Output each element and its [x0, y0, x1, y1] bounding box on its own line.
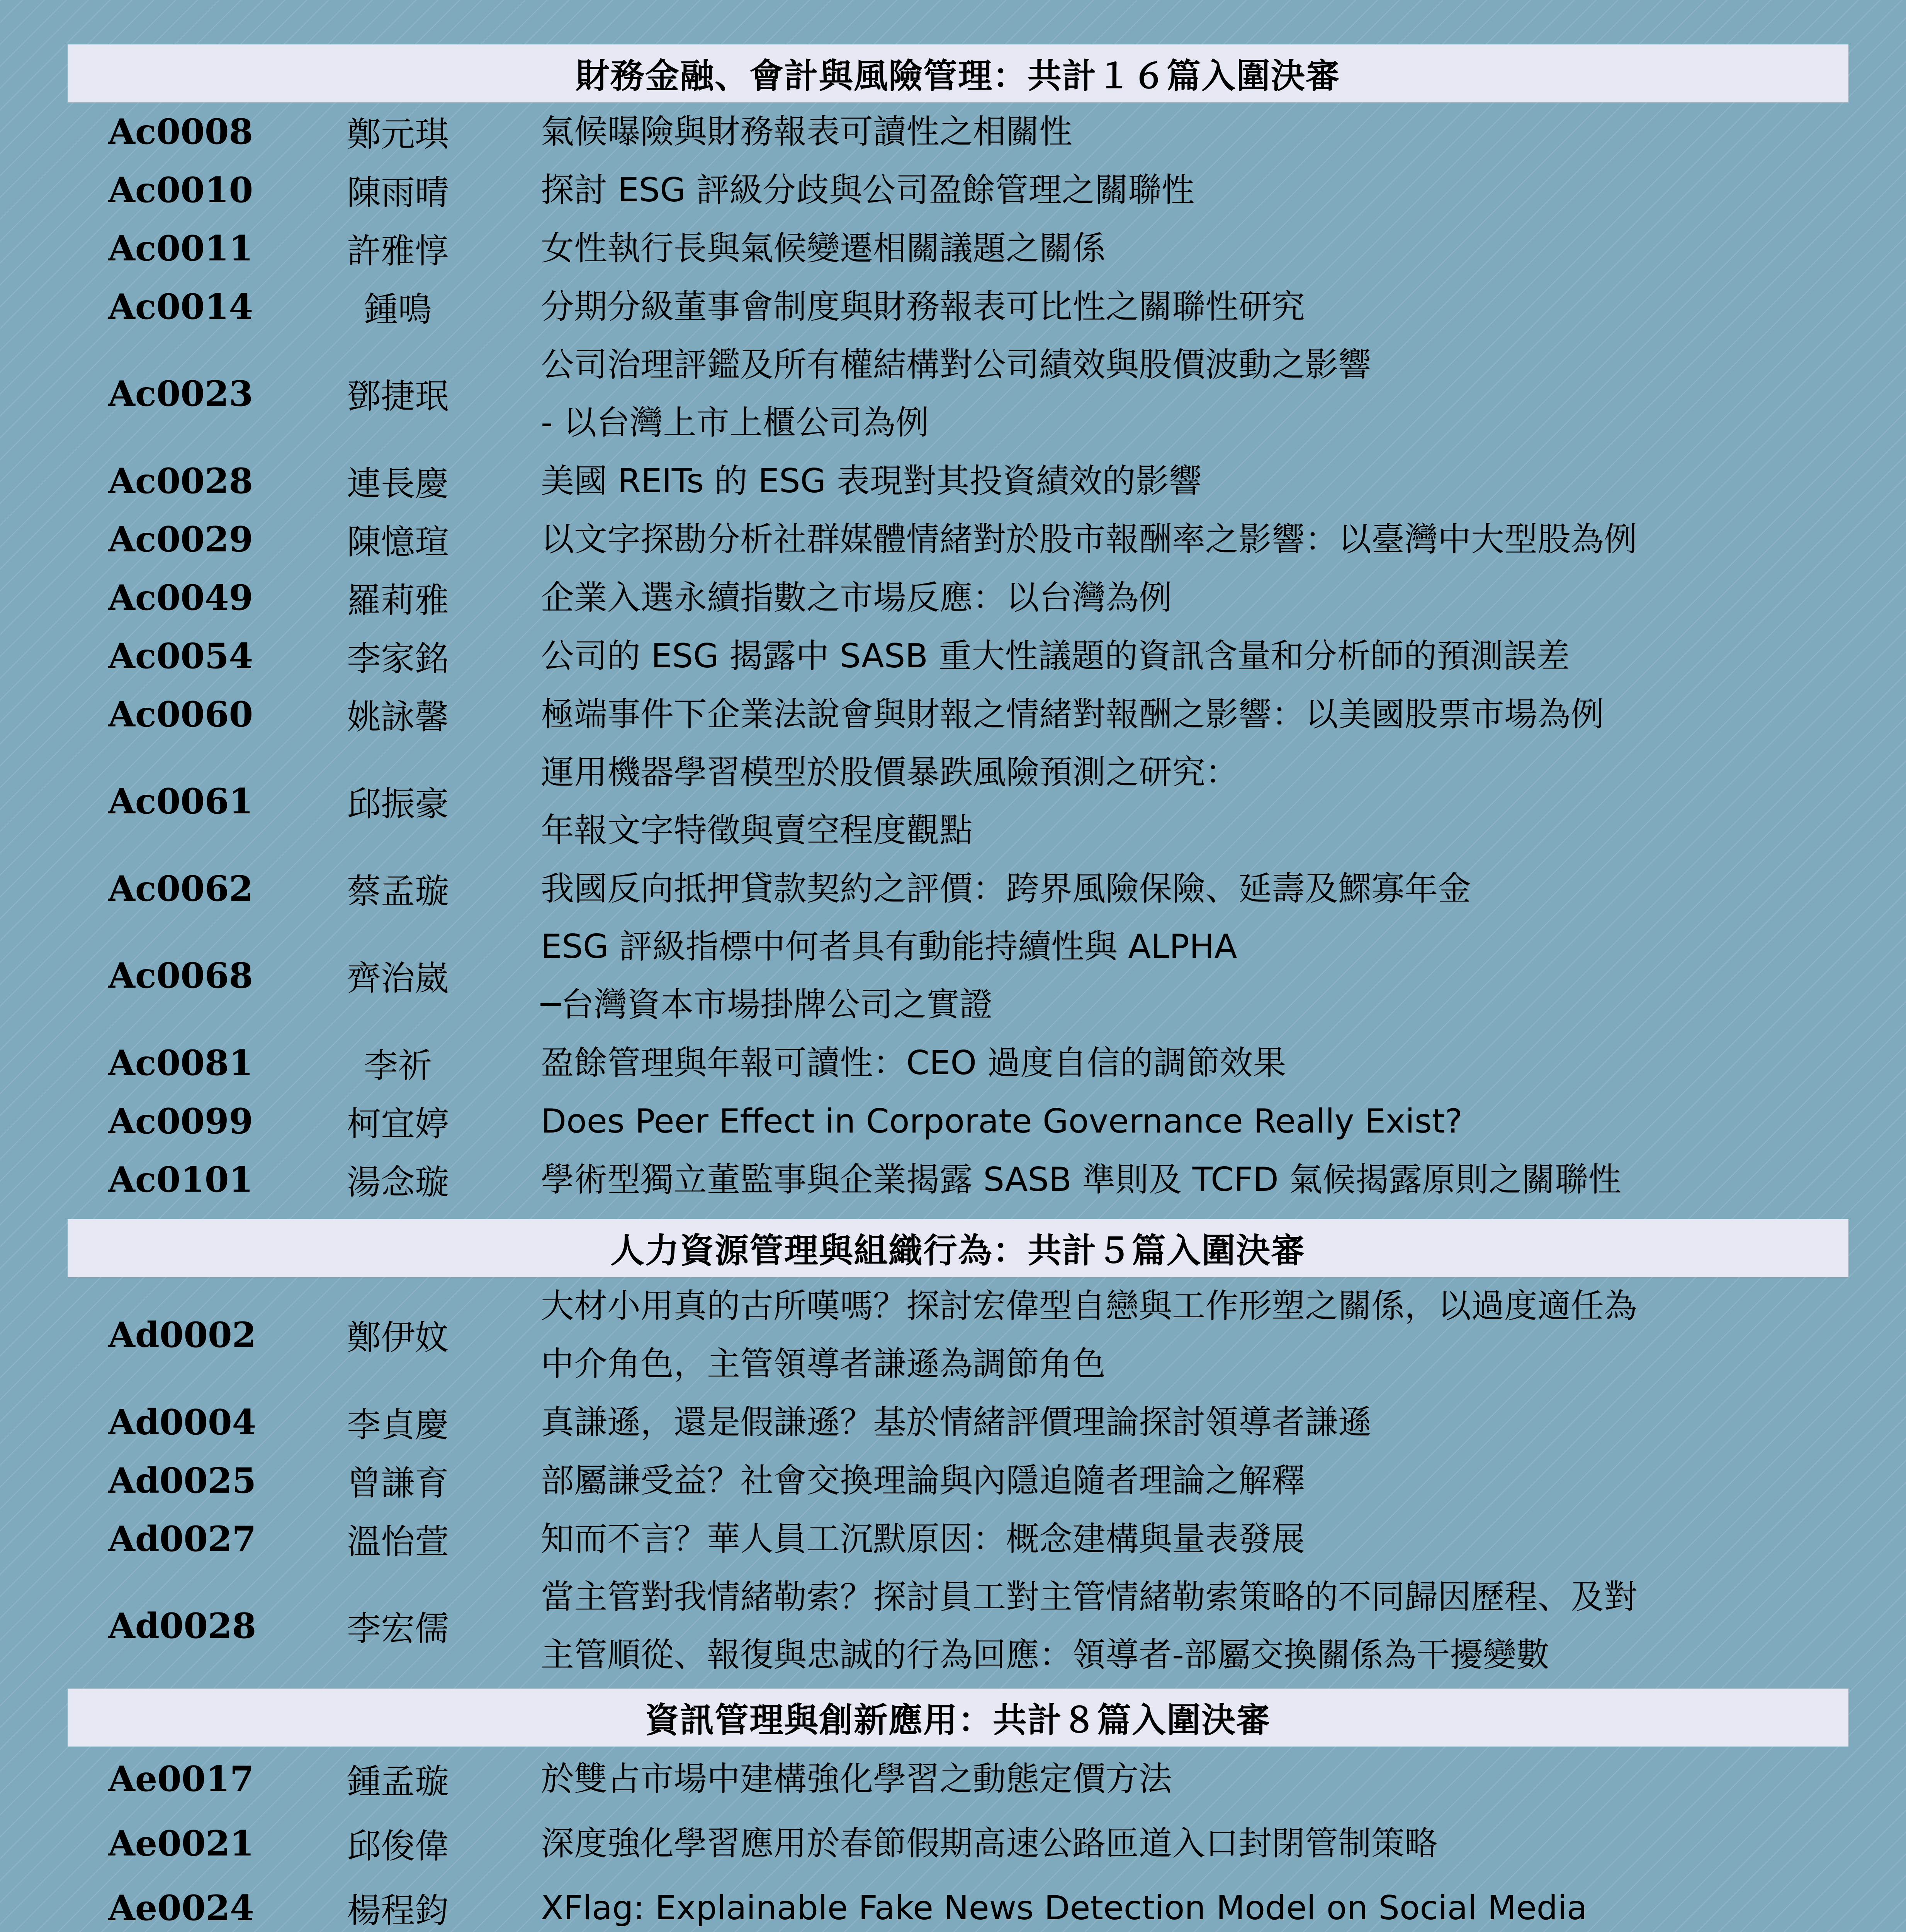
paper-title-line: 學術型獨立董監事與企業揭露 SASB 準則及 TCFD 氣候揭露原則之關聯性 — [541, 1160, 1622, 1199]
paper-title-line: 企業入選永續指數之市場反應：以台灣為例 — [541, 578, 1172, 617]
table-row — [0, 336, 1906, 452]
author-name: 姚詠馨 — [347, 697, 449, 737]
paper-title-line: 極端事件下企業法說會與財報之情緒對報酬之影響：以美國股票市場為例 — [541, 695, 1604, 734]
author-name: 鍾鳴 — [364, 289, 432, 329]
paper-code: Ac0023 — [108, 373, 253, 414]
table-row — [0, 918, 1906, 1034]
table-row — [0, 1451, 1906, 1510]
paper-title-line: 盈餘管理與年報可讀性：CEO 過度自信的調節效果 — [541, 1043, 1286, 1082]
author-name: 連長慶 — [347, 463, 449, 503]
paper-title-line: 當主管對我情緒勒索？探討員工對主管情緒勒索策略的不同歸因歷程、及對 — [541, 1578, 1637, 1616]
paper-title-line: 探討 ESG 評級分歧與公司盈餘管理之關聯性 — [541, 170, 1195, 209]
author-name: 楊程鈞 — [347, 1890, 449, 1930]
paper-code: Ac0054 — [108, 635, 253, 677]
table-row — [0, 1092, 1906, 1150]
author-name: 柯宜婷 — [347, 1104, 449, 1144]
paper-title — [541, 510, 1866, 568]
paper-code: Ac0008 — [108, 111, 253, 152]
paper-title-line: 以文字探勘分析社群媒體情緒對於股市報酬率之影響：以臺灣中大型股為例 — [541, 520, 1637, 559]
paper-title-line: 公司的 ESG 揭露中 SASB 重大性議題的資訊含量和分析師的預測誤差 — [541, 636, 1570, 675]
table-row — [0, 1747, 1906, 1811]
table-row — [0, 685, 1906, 743]
table-row — [0, 510, 1906, 568]
section-header: 人力資源管理與組織行為：共計５篇入圍決審 — [68, 1219, 1848, 1277]
author-name: 蔡孟璇 — [347, 871, 449, 911]
author-name: 李家銘 — [347, 638, 449, 679]
table-row — [0, 627, 1906, 685]
table-row — [0, 1150, 1906, 1209]
table-row — [0, 452, 1906, 510]
paper-title-line: XFlag: Explainable Fake News Detection Model on Social Media — [541, 1888, 1587, 1927]
paper-title — [541, 1451, 1866, 1510]
paper-title — [541, 859, 1866, 918]
table-row — [0, 277, 1906, 336]
paper-code: Ad0025 — [108, 1460, 257, 1501]
paper-title-line: 運用機器學習模型於股價暴跌風險預測之研究： — [541, 753, 1238, 792]
paper-title-line: 於雙占市場中建構強化學習之動態定價方法 — [541, 1759, 1172, 1798]
paper-title-line: 女性執行長與氣候變遷相關議題之關係 — [541, 229, 1106, 268]
paper-title — [541, 1092, 1866, 1150]
author-name: 曾謙育 — [347, 1463, 449, 1503]
author-name: 鄭伊妏 — [347, 1318, 449, 1357]
paper-code: Ac0011 — [108, 228, 253, 269]
paper-title — [541, 277, 1866, 336]
table-row — [0, 1876, 1906, 1932]
paper-code: Ac0081 — [108, 1042, 253, 1083]
paper-title — [541, 685, 1866, 743]
author-name: 羅莉雅 — [347, 580, 449, 620]
paper-title-line: 知而不言？華人員工沉默原因：概念建構與量表發展 — [541, 1519, 1305, 1558]
author-name: 溫怡萱 — [347, 1521, 449, 1561]
paper-title-line: 年報文字特徵與賣空程度觀點 — [541, 811, 973, 850]
paper-code: Ac0010 — [108, 169, 253, 211]
author-name: 齊治崴 — [347, 958, 449, 998]
table-row — [0, 743, 1906, 859]
author-name: 鄭元琪 — [347, 114, 449, 154]
author-name: 鄧捷珉 — [347, 376, 449, 416]
paper-title — [541, 918, 1866, 1034]
paper-code: Ad0004 — [108, 1401, 257, 1443]
author-name: 陳雨晴 — [347, 172, 449, 213]
section-header: 財務金融、會計與風險管理：共計１６篇入圍決審 — [68, 44, 1848, 102]
author-name: 李貞慶 — [347, 1405, 449, 1445]
table-row — [0, 1393, 1906, 1451]
paper-title-line: 分期分級董事會制度與財務報表可比性之關聯性研究 — [541, 287, 1305, 326]
paper-code: Ac0099 — [108, 1100, 253, 1142]
paper-title — [541, 161, 1866, 219]
table-row — [0, 219, 1906, 277]
paper-code: Ac0068 — [108, 955, 253, 996]
paper-title-line: Does Peer Effect in Corporate Governance Really Exist? — [541, 1102, 1463, 1141]
paper-title-line: 真謙遜，還是假謙遜？基於情緒評價理論探討領導者謙遜 — [541, 1403, 1371, 1442]
table-row — [0, 1568, 1906, 1684]
paper-title-line: 深度強化學習應用於春節假期高速公路匝道入口封閉管制策略 — [541, 1824, 1438, 1863]
author-name: 李宏儒 — [347, 1609, 449, 1648]
table-row — [0, 1277, 1906, 1393]
table-row — [0, 1510, 1906, 1568]
paper-code: Ac0049 — [108, 577, 253, 618]
table-row — [0, 1034, 1906, 1092]
paper-title — [541, 452, 1866, 510]
paper-title — [541, 1277, 1866, 1393]
author-name: 許雅惇 — [347, 231, 449, 271]
paper-code: Ae0017 — [108, 1758, 254, 1799]
paper-title-line: ─台灣資本市場掛牌公司之實證 — [541, 985, 993, 1024]
paper-title — [541, 1876, 1866, 1932]
paper-code: Ac0029 — [108, 519, 253, 560]
paper-title — [541, 1510, 1866, 1568]
paper-title — [541, 568, 1866, 627]
paper-title-line: 公司治理評鑑及所有權結構對公司績效與股價波動之影響 — [541, 345, 1371, 384]
paper-code: Ac0060 — [108, 694, 253, 735]
paper-code: Ac0061 — [108, 781, 253, 822]
author-name: 鍾孟璇 — [347, 1761, 449, 1801]
paper-title-line: ESG 評級指標中何者具有動能持續性與 ALPHA — [541, 927, 1237, 966]
paper-code: Ae0024 — [108, 1887, 254, 1929]
table-row — [0, 859, 1906, 918]
paper-title — [541, 743, 1866, 859]
paper-code: Ac0062 — [108, 868, 253, 909]
author-name: 邱俊偉 — [347, 1826, 449, 1866]
paper-code: Ae0021 — [108, 1823, 254, 1864]
table-row — [0, 161, 1906, 219]
paper-title — [541, 1034, 1866, 1092]
paper-title — [541, 1393, 1866, 1451]
paper-title — [541, 627, 1866, 685]
table-row — [0, 1811, 1906, 1876]
author-name: 邱振豪 — [347, 784, 449, 824]
paper-title-line: 我國反向抵押貸款契約之評價：跨界風險保險、延壽及鰥寡年金 — [541, 869, 1471, 908]
paper-title-line: 中介角色，主管領導者謙遜為調節角色 — [541, 1345, 1106, 1383]
paper-code: Ad0002 — [108, 1315, 257, 1355]
paper-title-line: 部屬謙受益？社會交換理論與內隱追隨者理論之解釋 — [541, 1461, 1305, 1500]
paper-title — [541, 102, 1866, 161]
paper-title — [541, 1747, 1866, 1811]
paper-title — [541, 1150, 1866, 1209]
author-name: 湯念璇 — [347, 1162, 449, 1202]
paper-title — [541, 1811, 1866, 1876]
section-header: 資訊管理與創新應用：共計８篇入圍決審 — [68, 1689, 1848, 1747]
paper-code: Ac0014 — [108, 286, 253, 327]
paper-title-line: - 以台灣上市上櫃公司為例 — [541, 403, 929, 442]
table-row — [0, 568, 1906, 627]
paper-title — [541, 336, 1866, 452]
author-name: 李祈 — [364, 1045, 432, 1085]
paper-code: Ac0101 — [108, 1159, 253, 1200]
author-name: 陳憶瑄 — [347, 522, 449, 562]
paper-code: Ac0028 — [108, 460, 253, 502]
table-row — [0, 102, 1906, 161]
paper-title-line: 主管順從、報復與忠誠的行為回應：領導者-部屬交換關係為干擾變數 — [541, 1636, 1550, 1674]
paper-title-line: 氣候曝險與財務報表可讀性之相關性 — [541, 112, 1072, 151]
paper-title-line: 大材小用真的古所嘆嗎？探討宏偉型自戀與工作形塑之關係，以過度適任為 — [541, 1287, 1637, 1325]
paper-title — [541, 1568, 1866, 1684]
paper-code: Ad0027 — [108, 1518, 257, 1560]
paper-code: Ad0028 — [108, 1605, 257, 1646]
paper-title — [541, 219, 1866, 277]
paper-title-line: 美國 REITs 的 ESG 表現對其投資績效的影響 — [541, 461, 1202, 500]
